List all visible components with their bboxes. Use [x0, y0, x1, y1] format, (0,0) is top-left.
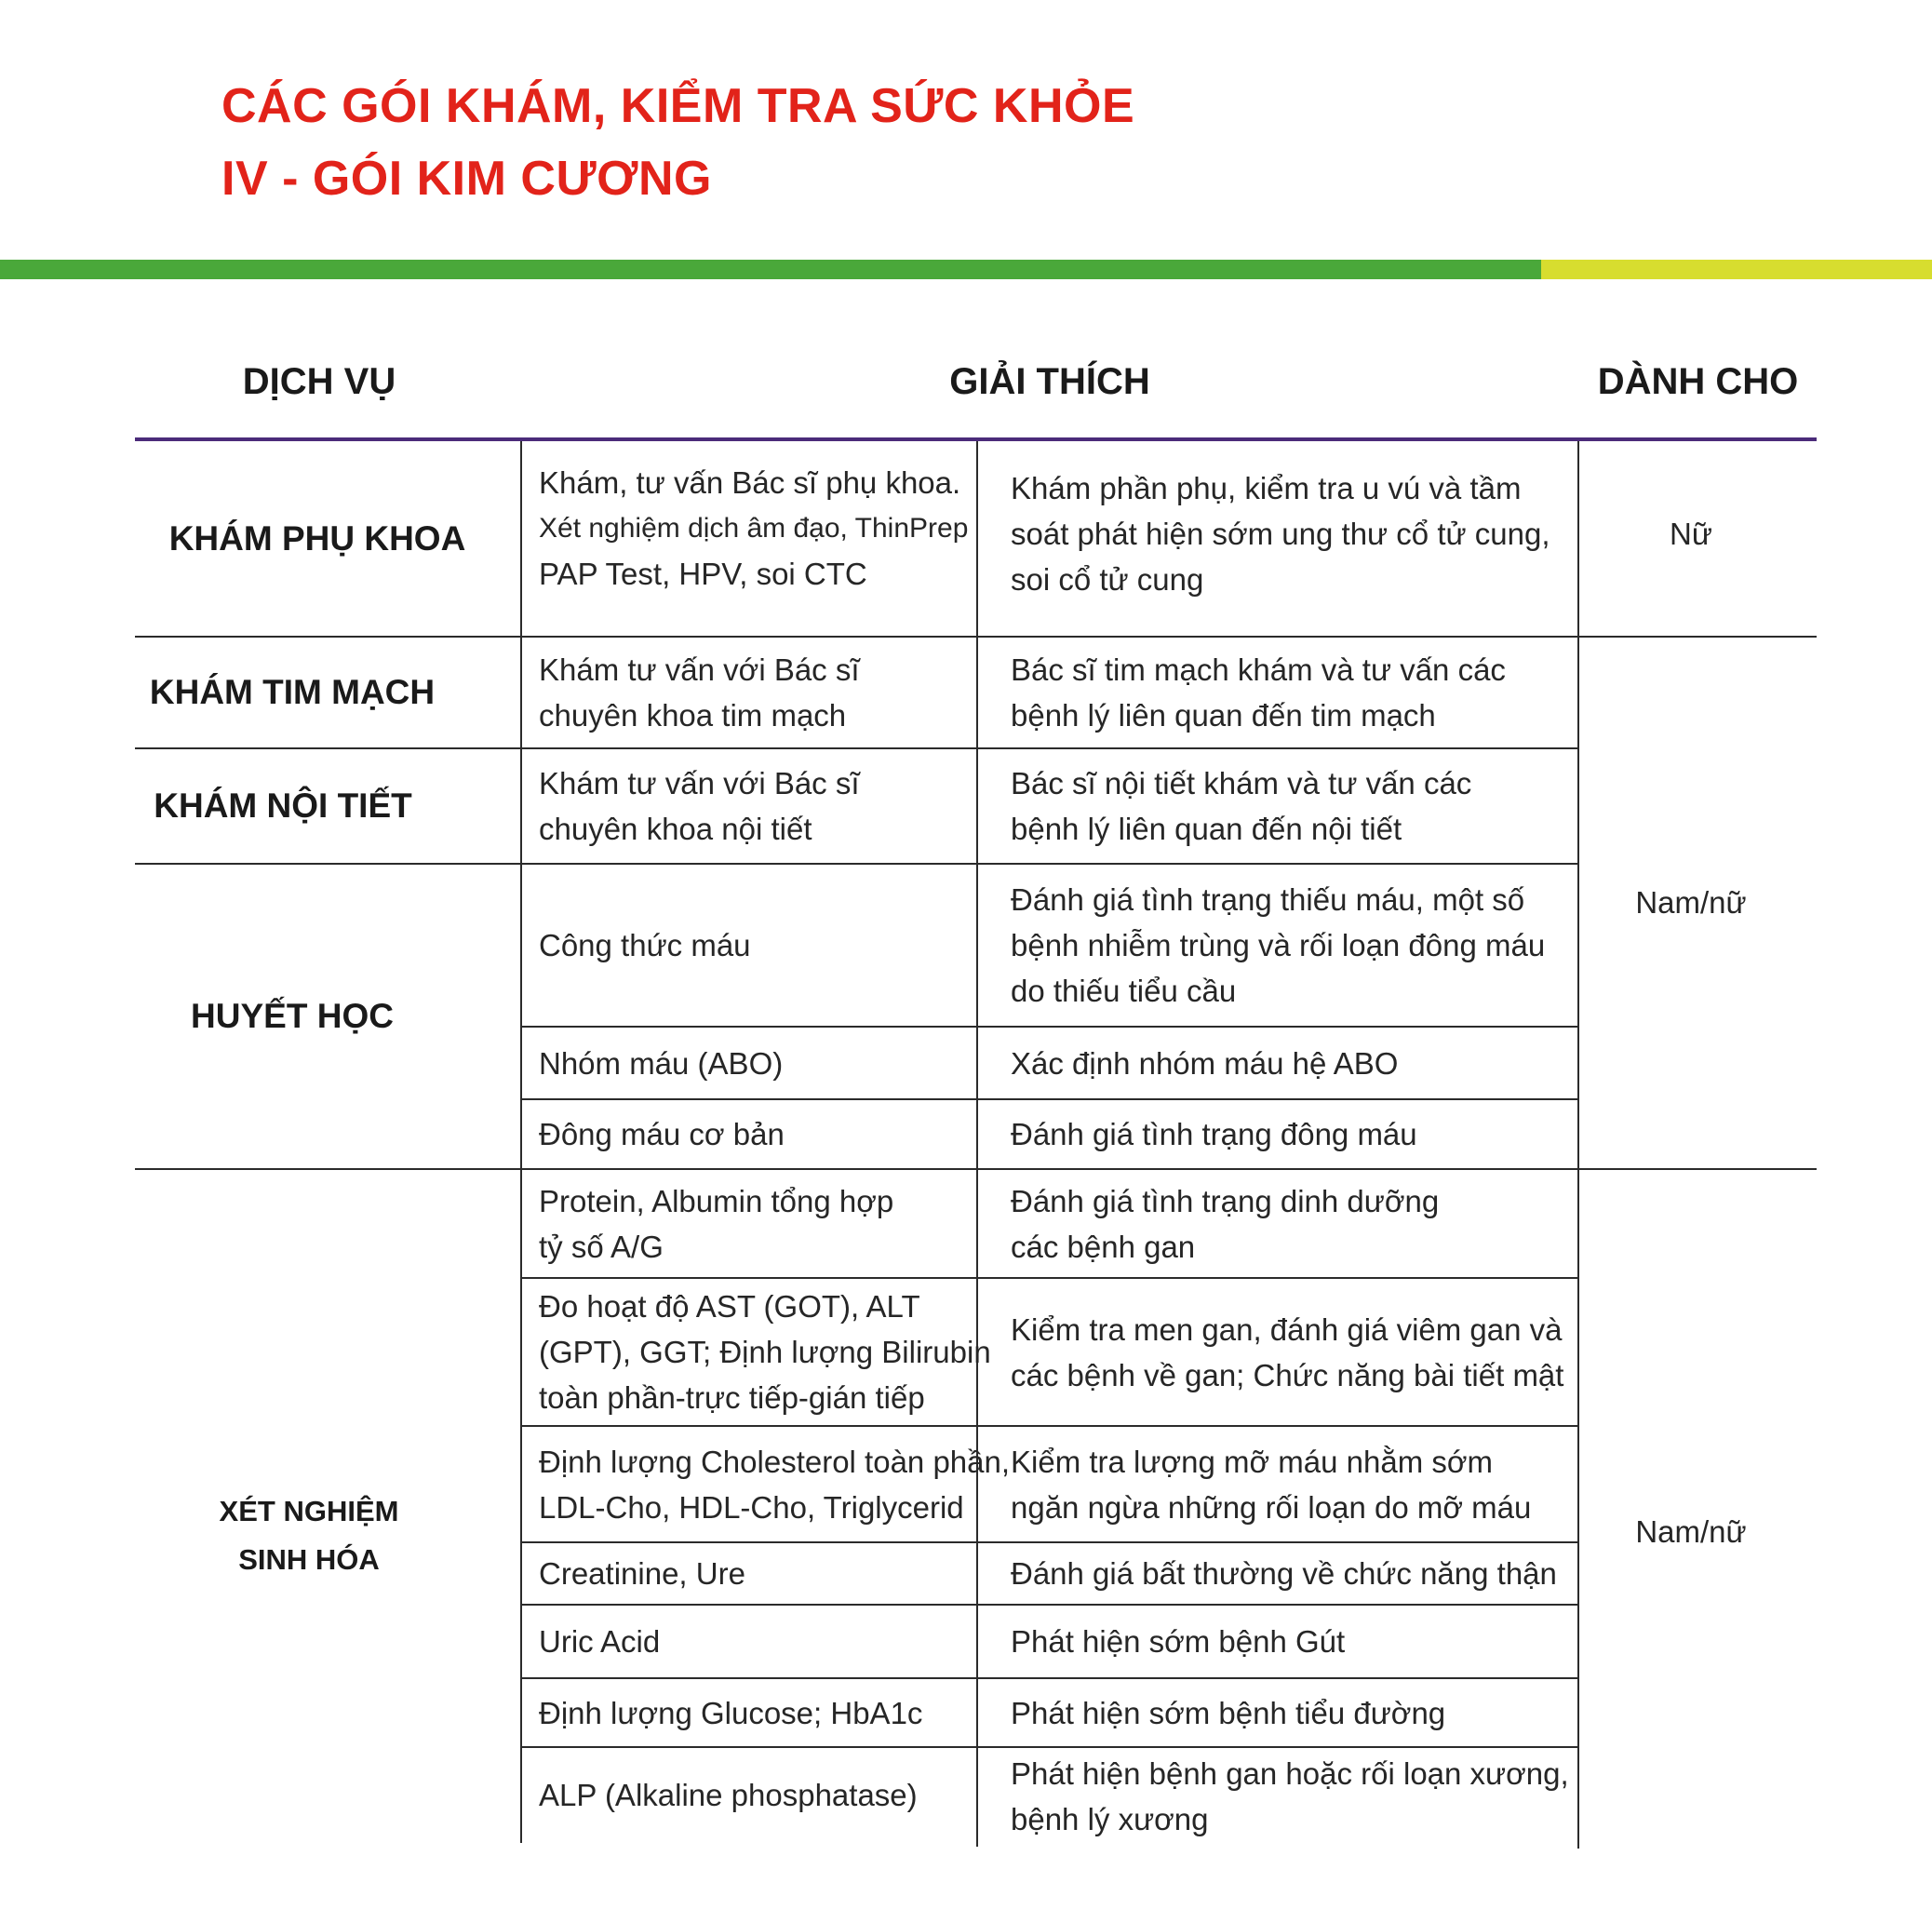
- service-cardiology: KHÁM TIM MẠCH: [149, 673, 436, 711]
- desc-cardiology: Bác sĩ tim mạch khám và tư vấn các bệnh lý liên quan đến tim mạch: [1011, 652, 1506, 733]
- desc-uric-acid: Phát hiện sớm bệnh Gút: [1011, 1624, 1346, 1659]
- item-endocrinology: Khám tư vấn với Bác sĩ chuyên khoa nội tiết: [539, 766, 860, 846]
- column-header-explain: GIẢI THÍCH: [949, 361, 1150, 402]
- desc-coagulation: Đánh giá tình trạng đông máu: [1011, 1117, 1417, 1151]
- desc-gynecology: Khám phần phụ, kiểm tra u vú và tầm soát phát hiện sớm ung thư cổ tử cung, soi cổ tử cung: [1011, 470, 1550, 597]
- desc-endocrinology: Bác sĩ nội tiết khám và tư vấn các bệnh lý liên quan đến nội tiết: [1011, 766, 1472, 846]
- item-cardiology: Khám tư vấn với Bác sĩ chuyên khoa tim mạch: [539, 652, 860, 733]
- item-uric-acid: Uric Acid: [539, 1624, 661, 1659]
- page-subtitle: IV - GÓI KIM CƯƠNG: [221, 152, 712, 206]
- desc-glucose: Phát hiện sớm bệnh tiểu đường: [1011, 1695, 1446, 1730]
- service-endocrinology: KHÁM NỘI TIẾT: [154, 787, 412, 825]
- desc-blood-group: Xác định nhóm máu hệ ABO: [1011, 1045, 1399, 1081]
- item-creatinine: Creatinine, Ure: [539, 1556, 745, 1591]
- desc-creatinine: Đánh giá bất thường về chức năng thận: [1011, 1556, 1557, 1591]
- column-header-service: DỊCH VỤ: [242, 361, 396, 402]
- item-coagulation: Đông máu cơ bản: [539, 1117, 785, 1151]
- grid-vline: [520, 441, 522, 1843]
- service-hematology: HUYẾT HỌC: [191, 997, 394, 1035]
- column-header-for: DÀNH CHO: [1597, 361, 1799, 402]
- item-blood-count: Công thức máu: [539, 928, 751, 962]
- item-blood-group: Nhóm máu (ABO): [539, 1045, 784, 1081]
- accent-bar-green: [0, 260, 1541, 279]
- desc-liver-enzymes: Kiểm tra men gan, đánh giá viêm gan và các bệnh về gan; Chức năng bài tiết mật: [1011, 1311, 1564, 1392]
- grid-hline: [135, 1168, 1817, 1170]
- desc-alp: Phát hiện bệnh gan hoặc rối loạn xương, bệnh lý xương: [1011, 1756, 1569, 1836]
- grid-vline: [976, 441, 978, 1847]
- desc-blood-count: Đánh giá tình trạng thiếu máu, một số bệnh nhiễm trùng và rối loạn đông máu do thiếu tiểu cầu: [1011, 882, 1546, 1008]
- desc-protein: Đánh giá tình trạng dinh dưỡng các bệnh gan: [1011, 1183, 1440, 1264]
- for-biochemistry: Nam/nữ: [1635, 1514, 1747, 1549]
- item-glucose: Định lượng Glucose; HbA1c: [539, 1695, 923, 1730]
- for-upper-groups: Nam/nữ: [1635, 885, 1747, 920]
- desc-cholesterol: Kiểm tra lượng mỡ máu nhằm sớm ngăn ngừa những rối loạn do mỡ máu: [1011, 1444, 1532, 1525]
- item-gynecology: Khám, tư vấn Bác sĩ phụ khoa. Xét nghiệm dịch âm đạo, ThinPrep PAP Test, HPV, soi CTC: [539, 464, 969, 591]
- item-protein: Protein, Albumin tổng hợp tỷ số A/G: [539, 1183, 894, 1264]
- service-gynecology: KHÁM PHỤ KHOA: [168, 518, 466, 558]
- for-gynecology: Nữ: [1670, 517, 1712, 551]
- service-biochemistry: XÉT NGHIỆM SINH HÓA: [219, 1495, 399, 1576]
- item-liver-enzymes: Đo hoạt độ AST (GOT), ALT (GPT), GGT; Định lượng Bilirubin toàn phần-trực tiếp-gián tiếp: [539, 1289, 991, 1415]
- item-alp: ALP (Alkaline phosphatase): [539, 1777, 918, 1812]
- accent-bar-lime: [1541, 260, 1932, 279]
- item-cholesterol: Định lượng Cholesterol toàn phần, LDL-Cho, HDL-Cho, Triglycerid: [539, 1444, 1011, 1525]
- page-title: CÁC GÓI KHÁM, KIỂM TRA SỨC KHỎE: [221, 79, 1135, 133]
